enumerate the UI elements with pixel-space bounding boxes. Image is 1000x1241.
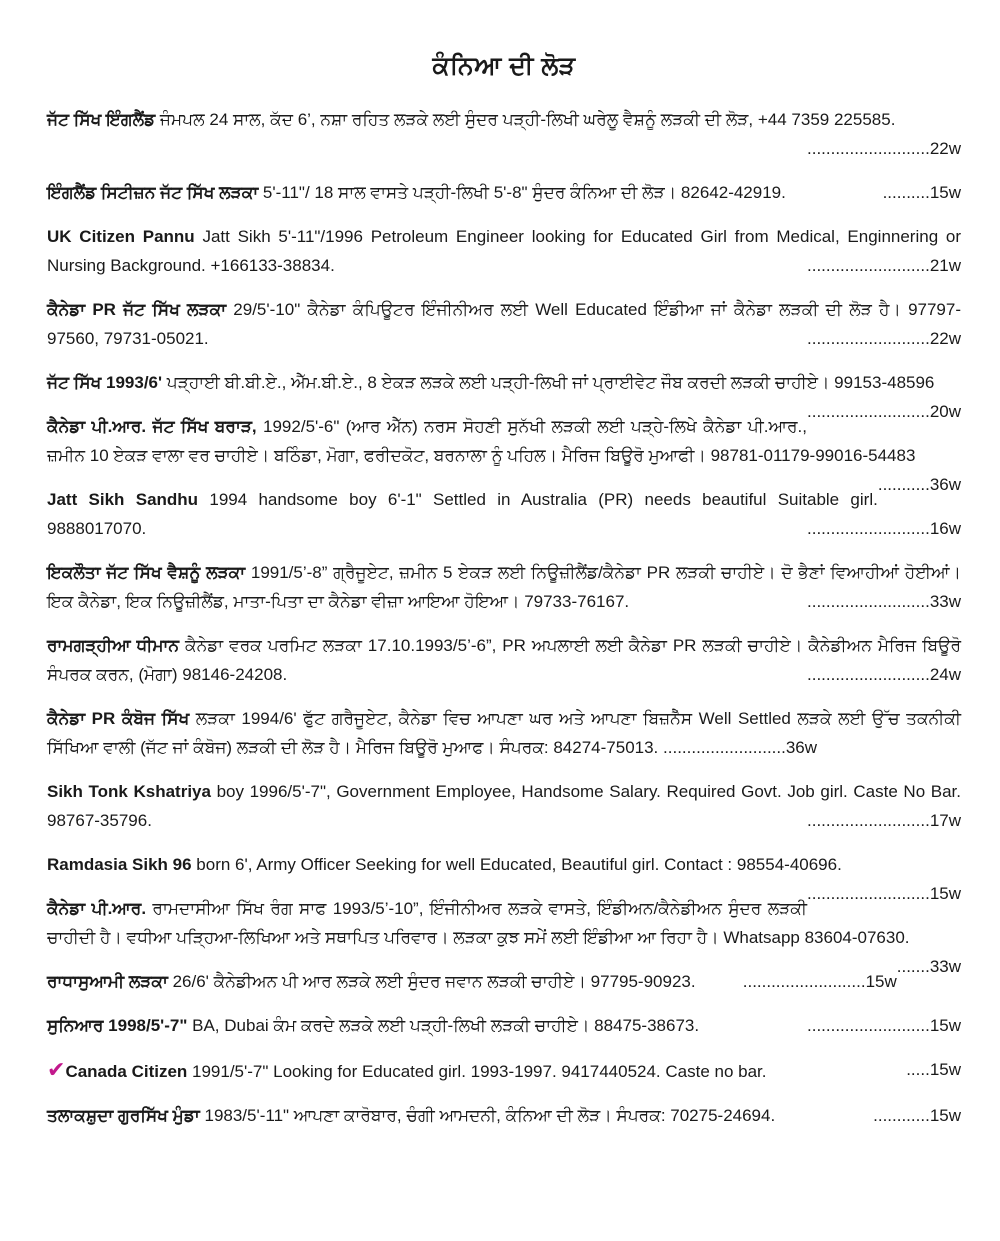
dot-leader: .......................... xyxy=(807,256,930,275)
ad-code: 15w xyxy=(929,183,961,202)
ad-code-wrapper xyxy=(807,397,961,426)
ad-code-wrapper xyxy=(807,587,961,616)
ad-code: 36w xyxy=(929,475,961,494)
ad-text: ਲੜਕਾ 1994/6' ਫੁੱਟ ਗਰੈਜੂਏਟ, ਕੈਨੇਡਾ ਵਿਚ ਆਪਣਾ ਘਰ ਅਤੇ ਆਪਣਾ ਬਿਜ਼ਨੈੱਸ Well Settled ਲੜਕੇ ਲਈ ਉੱਚ ਤਕਨੀਕੀ ਸਿੱਖਿਆ ਵਾਲੀ (ਜੱਟ ਜਾਂ ਕੰਬੋਜ) ਲੜਕੀ ਦੀ ਲੋੜ ਹੈ। ਮੈਰਿਜ ਬਿਊਰੋ ਮੁਆਫ। ਸੰਪਰਕ: 84274-75013. xyxy=(47,709,961,757)
ad-text: 29/5'-10" ਕੈਨੇਡਾ ਕੰਪਿਊਟਰ ਇੰਜੀਨੀਅਰ ਲਈ Well Educated ਇੰਡੀਆ ਜਾਂ ਕੈਨੇਡਾ ਲੜਕੀ ਦੀ ਲੋੜ ਹੈ। 97797-97560, 79731-05021. xyxy=(47,300,962,348)
ad-entry xyxy=(47,967,961,996)
ad-code: 15w xyxy=(929,1106,961,1125)
dot-leader: .......................... xyxy=(807,519,930,538)
ad-text: BA, Dubai ਕੰਮ ਕਰਦੇ ਲੜਕੇ ਲਈ ਪੜ੍ਹੀ-ਲਿਖੀ ਲੜਕੀ ਚਾਹੀਏ। 88475-38673. xyxy=(187,1016,700,1035)
ad-code: 15w xyxy=(929,1060,961,1079)
ad-code-wrapper xyxy=(807,1011,961,1040)
ad-headline: Sikh Tonk Kshatriya xyxy=(47,782,211,801)
ad-headline: ਜੱਟ ਸਿੱਖ ਇੰਗਲੈਂਡ xyxy=(47,110,156,129)
ad-code: 22w xyxy=(929,139,961,158)
ad-entry xyxy=(47,295,961,353)
ad-entry xyxy=(47,631,961,689)
ad-code: 24w xyxy=(929,665,961,684)
ad-text: ਪੜ੍ਹਾਈ ਬੀ.ਬੀ.ਏ., ਐੱਮ.ਬੀ.ਏ., 8 ਏਕੜ ਲੜਕੇ ਲਈ ਪੜ੍ਹੀ-ਲਿਖੀ ਜਾਂ ਪ੍ਰਾਈਵੇਟ ਜੌਬ ਕਰਦੀ ਲੜਕੀ ਚਾਹੀਏ। 99153-48596 xyxy=(162,373,935,392)
ad-headline: UK Citizen Pannu xyxy=(47,227,195,246)
dot-leader: .......................... xyxy=(807,592,930,611)
ad-code-wrapper xyxy=(743,967,897,996)
ad-text: 1991/5'-7" Looking for Educated girl. 1993-1997. 9417440524. Caste no bar. xyxy=(187,1062,767,1081)
ad-headline: Canada Citizen xyxy=(65,1062,188,1081)
ad-code-wrapper xyxy=(807,251,961,280)
ad-headline: ਜੱਟ ਸਿੱਖ 1993/6' xyxy=(47,373,163,392)
ad-headline: ਕੈਨੇਡਾ ਪੀ.ਆਰ. ਜੱਟ ਸਿੱਖ ਬਰਾੜ, xyxy=(47,417,257,436)
ad-code-wrapper xyxy=(807,806,961,835)
ad-headline: Jatt Sikh Sandhu xyxy=(47,490,199,509)
ad-code: 36w xyxy=(785,738,818,757)
checkmark-icon: ✔ xyxy=(47,1057,66,1082)
ad-entry xyxy=(47,105,961,163)
ads-list xyxy=(47,105,961,1130)
page-title: ਕੰਨਿਆ ਦੀ ਲੋੜ xyxy=(432,52,576,80)
ad-text: born 6', Army Officer Seeking for well Educated, Beautiful girl. Contact : 98554-40696. xyxy=(191,855,842,874)
dot-leader: ........... xyxy=(877,475,930,494)
dot-leader: ............ xyxy=(873,1106,930,1125)
ad-text: ਰਾਮਦਾਸੀਆ ਸਿੱਖ ਰੰਗ ਸਾਫ 1993/5’-10”, ਇੰਜੀਨੀਅਰ ਲੜਕੇ ਵਾਸਤੇ, ਇੰਡੀਅਨ/ਕੈਨੇਡੀਅਨ ਸੁੰਦਰ ਲੜਕੀ ਚਾਹੀਦੀ ਹੈ। ਵਧੀਆ ਪੜ੍ਹਿਆ-ਲਿਖਿਆ ਅਤੇ ਸਥਾਪਿਤ ਪਰਿਵਾਰ। ਲੜਕਾ ਕੁਝ ਸਮੇਂ ਲਈ ਇੰਡੀਆ ਆ ਰਿਹਾ ਹੈ। Whatsapp 83604-07630. xyxy=(47,899,910,947)
ad-headline: Ramdasia Sikh 96 xyxy=(47,855,192,874)
dot-leader: .......................... xyxy=(807,139,930,158)
ad-text: 1994 handsome boy 6'-1" Settled in Australia (PR) needs beautiful Suitable girl. 9888017070. xyxy=(47,490,878,538)
dot-leader: ....... xyxy=(896,957,930,976)
ad-code-wrapper xyxy=(878,470,961,499)
dot-leader: .......................... xyxy=(807,402,930,421)
ad-text: boy 1996/5'-7", Government Employee, Handsome Salary. Required Govt. Job girl. Caste No Bar. 98767-35796. xyxy=(47,782,961,830)
ad-code: 21w xyxy=(929,256,961,275)
ad-code: 33w xyxy=(929,957,961,976)
dot-leader: .......................... xyxy=(807,884,930,903)
ad-code-wrapper xyxy=(807,660,961,689)
ad-entry xyxy=(47,178,961,207)
ad-code: 22w xyxy=(929,329,961,348)
dot-leader: .......................... xyxy=(807,811,930,830)
ad-headline: ਇੰਗਲੈਂਡ ਸਿਟੀਜ਼ਨ ਜੱਟ ਸਿੱਖ ਲੜਕਾ xyxy=(47,183,259,202)
ad-entry xyxy=(47,1055,961,1086)
ad-code: 20w xyxy=(929,402,961,421)
dot-leader: .......................... xyxy=(742,972,866,991)
ad-entry xyxy=(47,704,961,762)
ad-entry xyxy=(47,1011,961,1040)
ad-code: 15w xyxy=(865,972,897,991)
ad-headline: ਕੈਨੇਡਾ ਪੀ.ਆਰ. xyxy=(47,899,147,918)
ad-headline: ਇਕਲੌਤਾ ਜੱਟ ਸਿੱਖ ਵੈਸ਼ਨੂੰ ਲੜਕਾ xyxy=(47,563,246,582)
ad-code-wrapper xyxy=(906,1055,961,1084)
ad-headline: ਰਾਧਾਸੁਆਮੀ ਲੜਕਾ xyxy=(47,972,168,991)
ad-text: 26/6' ਕੈਨੇਡੀਅਨ ਪੀ ਆਰ ਲੜਕੇ ਲਈ ਸੁੰਦਰ ਜਵਾਨ ਲੜਕੀ ਚਾਹੀਏ। 97795-90923. xyxy=(167,972,696,991)
classifieds-page xyxy=(47,0,961,1145)
ad-code: 15w xyxy=(929,1016,961,1035)
ad-text: ਕੈਨੇਡਾ ਵਰਕ ਪਰਮਿਟ ਲੜਕਾ 17.10.1993/5’-6”, PR ਅਪਲਾਈ ਲਈ ਕੈਨੇਡਾ PR ਲੜਕੀ ਚਾਹੀਏ। ਕੈਨੇਡੀਅਨ ਮੈਰਿਜ ਬਿਊਰੋ ਸੰਪਰਕ ਕਰਨ, (ਮੋਗਾ) 98146-24208. xyxy=(47,636,961,684)
dot-leader: .......................... xyxy=(807,329,930,348)
dot-leader: ..... xyxy=(906,1060,930,1079)
ad-headline: ਕੈਨੇਡਾ PR ਜੱਟ ਸਿੱਖ ਲੜਕਾ xyxy=(47,300,227,319)
ad-text: 1991/5’-8” ਗ੍ਰੈਜੂਏਟ, ਜ਼ਮੀਨ 5 ਏਕੜ ਲਈ ਨਿਊਜ਼ੀਲੈਂਡ/ਕੈਨੇਡਾ PR ਲੜਕੀ ਚਾਹੀਏ। ਦੋ ਭੈਣਾਂ ਵਿਆਹੀਆਂ ਹੋਈਆਂ। ਇਕ ਕੈਨੇਡਾ, ਇਕ ਨਿਊਜ਼ੀਲੈਂਡ, ਮਾਤਾ-ਪਿਤਾ ਦਾ ਕੈਨੇਡਾ ਵੀਜ਼ਾ ਆਇਆ ਹੋਇਆ। 79733-76167. xyxy=(47,563,961,611)
ad-text: Jatt Sikh 5'-11"/1996 Petroleum Engineer looking for Educated Girl from Medical, Enginnering or Nursing Background. +166133-38834. xyxy=(47,227,962,275)
ad-code-wrapper xyxy=(807,514,961,543)
ad-code: 33w xyxy=(929,592,961,611)
ad-text: 1983/5'-11" ਆਪਣਾ ਕਾਰੋਬਾਰ, ਚੰਗੀ ਆਮਦਨੀ, ਕੰਨਿਆ ਦੀ ਲੋੜ। ਸੰਪਰਕ: 70275-24694. xyxy=(199,1106,776,1125)
ad-code: 15w xyxy=(929,884,961,903)
ad-code-wrapper xyxy=(807,879,961,908)
ad-text: 1992/5'-6" (ਆਰ ਐੱਨ) ਨਰਸ ਸੋਹਣੀ ਸੁਨੱਖੀ ਲੜਕੀ ਲਈ ਪੜ੍ਹੇ-ਲਿਖੇ ਕੈਨੇਡਾ ਪੀ.ਆਰ., ਜ਼ਮੀਨ 10 ਏਕੜ ਵਾਲਾ ਵਰ ਚਾਹੀਏ। ਬਠਿੰਡਾ, ਮੋਗਾ, ਫਰੀਦਕੋਟ, ਬਰਨਾਲਾ ਨੂੰ ਪਹਿਲ। ਮੈਰਿਜ ਬਿਊਰੋ ਮੁਆਫੀ। 98781-01179-99016-54483 xyxy=(47,417,916,465)
ad-text: 5'-11"/ 18 ਸਾਲ ਵਾਸਤੇ ਪੜ੍ਹੀ-ਲਿਖੀ 5'-8" ਸੁੰਦਰ ਕੰਨਿਆ ਦੀ ਲੋੜ। 82642-42919. xyxy=(258,183,786,202)
ad-entry xyxy=(47,368,961,421)
ad-entry xyxy=(47,1101,961,1130)
ad-entry xyxy=(47,485,961,543)
ad-entry xyxy=(47,222,961,280)
ad-code-wrapper xyxy=(883,178,961,207)
dot-leader: .......................... xyxy=(807,1016,930,1035)
ad-entry xyxy=(47,777,961,835)
ad-code-wrapper xyxy=(807,324,961,353)
ad-code-wrapper xyxy=(663,738,817,757)
ad-headline: ਤਲਾਕਸ਼ੁਦਾ ਗੁਰਸਿੱਖ ਮੁੰਡਾ xyxy=(47,1106,200,1125)
ad-headline: ਰਾਮਗੜ੍ਹੀਆ ਧੀਮਾਨ xyxy=(47,636,180,655)
ad-headline: ਕੈਨੇਡਾ PR ਕੰਬੋਜ ਸਿੱਖ xyxy=(47,709,190,728)
ad-entry xyxy=(47,850,961,903)
ad-entry xyxy=(47,558,961,616)
ad-code-wrapper xyxy=(897,952,961,981)
dot-leader: .......................... xyxy=(663,738,786,757)
ad-headline: ਸੁਨਿਆਰ 1998/5'-7" xyxy=(47,1016,188,1035)
ad-text: ਜੰਮਪਲ 24 ਸਾਲ, ਕੱਦ 6’, ਨਸ਼ਾ ਰਹਿਤ ਲੜਕੇ ਲਈ ਸੁੰਦਰ ਪੜ੍ਹੀ-ਲਿਖੀ ਘਰੇਲੂ ਵੈਸ਼ਨੂੰ ਲੜਕੀ ਦੀ ਲੋੜ, +44 7359 225585. xyxy=(155,110,896,129)
dot-leader: .......................... xyxy=(807,665,930,684)
ad-code: 16w xyxy=(929,519,961,538)
ad-code-wrapper xyxy=(873,1101,961,1130)
ad-code-wrapper xyxy=(47,134,961,163)
dot-leader: .......... xyxy=(882,183,930,202)
ad-code: 17w xyxy=(929,811,961,830)
